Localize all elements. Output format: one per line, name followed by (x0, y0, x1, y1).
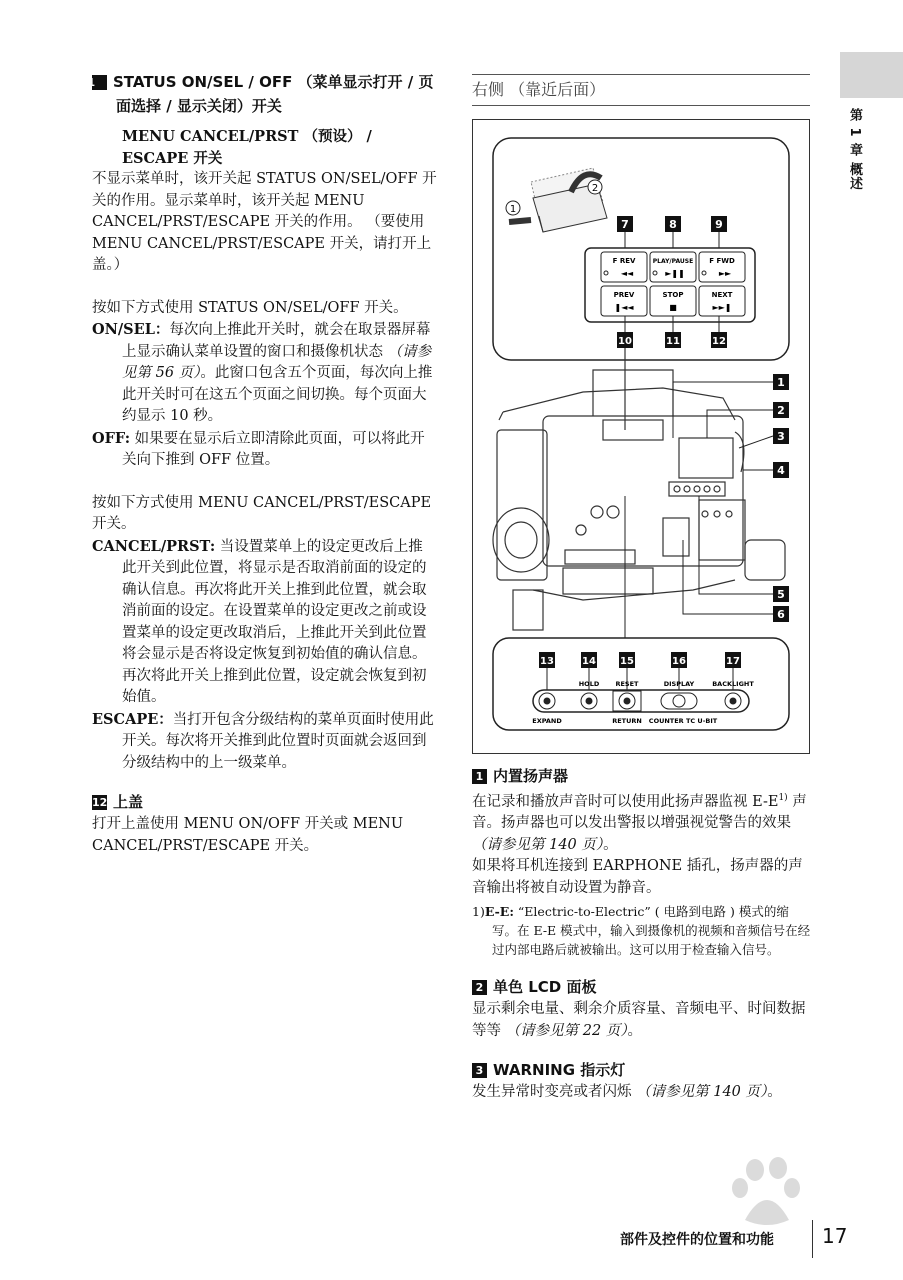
cancel-term: CANCEL/PRST: (92, 537, 216, 555)
onsel-text-b: 。此窗口包含五个页面，每次向上推此开关时可在这五个页面之间切换。每个页面大约显示 10 秒。 (122, 365, 433, 424)
svg-text:5: 5 (777, 588, 785, 601)
section-1-heading (472, 764, 812, 788)
camera-diagram (473, 120, 811, 755)
section-3-desc-b: 。 (767, 1084, 782, 1101)
svg-text:2: 2 (777, 404, 785, 417)
svg-text:8: 8 (669, 218, 677, 231)
callout-1 (673, 374, 789, 438)
svg-text:12: 12 (712, 336, 726, 347)
svg-text:F FWD: F FWD (709, 257, 735, 265)
section-1-desc-b: 声音。扬声器也可以发出警报以增强视觉警告的效果 (472, 793, 807, 832)
section-11-heading (79, 70, 437, 118)
footnote-term: E-E: (484, 904, 514, 920)
svg-text:10: 10 (618, 336, 632, 347)
svg-text:4: 4 (777, 464, 785, 477)
step-2-label: 2 (591, 183, 599, 194)
chapter-label: 第 1 章 概述 (847, 108, 862, 191)
callout-4 (743, 462, 789, 478)
cancel-text-a: 当设置菜单上的设定更改后上推此开关到此位置，将显示是否取消前面的设定的确认信息。再次将此开关上推到此位置，就会取消前面的设定。在设置菜单的设定更改之前或设置菜单的设定更改取消后，上推此开关到此位置将会显示是否将设定恢复到初始值的确认信息。 (122, 538, 427, 662)
off-entry (92, 428, 437, 472)
section-12-title: 上盖 (113, 793, 144, 811)
button-prev (601, 286, 647, 316)
section-3-title: WARNING 指示灯 (493, 1061, 626, 1080)
section-3-page-ref: （请参见第 140 页） (636, 1084, 768, 1101)
counter-tc-ubit-label: COUNTER TC U-BIT (648, 717, 718, 725)
section-1-desc (472, 788, 812, 856)
button-stop (650, 286, 696, 316)
footnote-text: “Electric-to-Electric” ( 电路到电路 ) 模式的缩写。在 E-E 模式中，输入到摄像机的视频和音频信号在经过内部电路后就被输出。这可以用于检查输入信号。 (492, 904, 811, 958)
callout-5 (699, 496, 789, 602)
svg-text:14: 14 (582, 656, 596, 667)
section-1-title: 内置扬声器 (493, 767, 569, 785)
left-column (79, 70, 437, 857)
svg-text:F REV: F REV (612, 257, 636, 265)
footnote-ref: 1) (778, 793, 788, 803)
display-label: DISPLAY (663, 680, 695, 688)
reset-return-switch (613, 691, 641, 711)
svg-text:❚◄◄: ❚◄◄ (614, 303, 634, 312)
section-2-desc-b: 。 (627, 1022, 643, 1039)
section-12-heading (92, 790, 437, 814)
chapter-tab-marker (840, 52, 903, 98)
camera-right-side-figure (472, 119, 810, 754)
section-1-desc2: 如果将耳机连接到 EARPHONE 插孔，扬声器的声音输出将被自动设置为静音。 (472, 858, 803, 896)
reset-label: RESET (615, 680, 639, 688)
svg-text:13: 13 (540, 656, 554, 667)
svg-text:■: ■ (669, 303, 677, 312)
section-2-title: 单色 LCD 面板 (493, 978, 597, 997)
hold-switch (581, 693, 597, 709)
cancel-text-b: 再次将此开关上推到此位置，设定就会恢复到初始值。 (122, 667, 427, 705)
onsel-term: ON/SEL： (92, 321, 170, 338)
footer-divider (812, 1220, 813, 1258)
watermark-logo (640, 1150, 870, 1230)
section-number-badge: 1 (472, 769, 487, 784)
escape-term: ESCAPE： (92, 710, 173, 728)
hold-label: HOLD (578, 680, 600, 688)
section-11-subtitle: MENU CANCEL/PRST （预设） / ESCAPE 开关 (122, 128, 372, 167)
right-column-text (472, 764, 812, 1104)
section-2-desc-a: 显示剩余电量、剩余介质容量、音频电平、时间数据等等 (472, 1001, 806, 1039)
right-side-section-title: 右侧 （靠近后面） (472, 74, 810, 106)
svg-text:11: 11 (666, 336, 680, 347)
svg-text:►►: ►► (718, 269, 732, 278)
camera-body-illustration (493, 348, 785, 630)
footnote-number: 1) (472, 904, 485, 920)
svg-text:PREV: PREV (613, 291, 635, 299)
svg-text:3: 3 (777, 430, 785, 443)
section-11-desc: 不显示菜单时，该开关起 STATUS ON/SEL/OFF 开关的作用。显示菜单时，该开关起 MENU CANCEL/PRST/ESCAPE 开关的作用。 （要使用 MENU CANCEL/PRST/ESCAPE 开关，请打开上盖。） (92, 171, 437, 273)
footer-section-name: 部件及控件的位置和功能 (620, 1232, 774, 1248)
section-1-page-ref: （请参见第 140 页） (472, 836, 604, 853)
section-1-desc-a: 在记录和播放声音时可以使用此扬声器监视 E-E (472, 793, 779, 810)
onsel-page-ref: （请参见第 56 页） (122, 343, 432, 381)
section-3-desc-a: 发生异常时变亮或者闪烁 (472, 1084, 637, 1101)
svg-text:6: 6 (777, 608, 785, 621)
section-1-desc-c: 。 (603, 836, 618, 853)
svg-text:►❚❚: ►❚❚ (665, 269, 685, 278)
button-f-fwd (699, 252, 745, 282)
svg-text:17: 17 (726, 656, 740, 667)
onsel-text-a: 每次向上推此开关时，就会在取景器屏幕上显示确认菜单设置的窗口和摄像机状态 (122, 322, 431, 360)
section-number-badge: 11 (92, 75, 107, 90)
button-f-rev (601, 252, 647, 282)
svg-text:►►❚: ►►❚ (712, 303, 732, 312)
off-term: OFF: (92, 429, 131, 447)
backlight-label: BACKLIGHT (712, 680, 754, 688)
expand-label: EXPAND (532, 717, 562, 725)
section-11-p2: 按如下方式使用 STATUS ON/SEL/OFF 开关。 (92, 299, 408, 316)
escape-text: 当打开包含分级结构的菜单页面时使用此开关。每次将开关推到此位置时页面就会返回到分级结构中的上一级菜单。 (122, 711, 434, 771)
section-2-desc (472, 999, 812, 1042)
section-number-badge: 2 (472, 980, 487, 995)
section-11-p3: 按如下方式使用 MENU CANCEL/PRST/ESCAPE 开关。 (92, 494, 432, 532)
escape-entry (92, 709, 437, 775)
section-number-badge: 12 (92, 796, 108, 809)
button-play-pause (650, 252, 696, 282)
svg-text:16: 16 (672, 656, 686, 667)
svg-text:1: 1 (777, 376, 785, 389)
svg-text:STOP: STOP (662, 291, 684, 299)
off-text: 如果要在显示后立即清除此页面，可以将此开关向下推到 OFF 位置。 (122, 430, 425, 468)
section-number-badge: 3 (472, 1063, 487, 1078)
svg-text:15: 15 (620, 656, 634, 667)
svg-text:◄◄: ◄◄ (620, 269, 634, 278)
step-1-label: 1 (509, 204, 517, 215)
footnote (472, 902, 812, 959)
cancel-entry (92, 536, 437, 666)
section-11-title: STATUS ON/SEL / OFF （菜单显示打开 / 页面选择 / 显示关闭）开关 (113, 73, 434, 115)
onsel-entry (92, 319, 437, 428)
svg-text:NEXT: NEXT (711, 291, 733, 299)
section-2-heading (472, 975, 812, 999)
svg-text:9: 9 (715, 218, 723, 231)
svg-text:PLAY/PAUSE: PLAY/PAUSE (652, 258, 694, 265)
display-switch (661, 693, 697, 709)
expand-button (539, 693, 555, 709)
section-2-page-ref: （请参见第 22 页） (505, 1022, 628, 1039)
page-number: 17 (822, 1224, 848, 1248)
section-3-desc (472, 1082, 812, 1104)
return-label: RETURN (612, 717, 642, 725)
callout-3 (739, 428, 789, 448)
button-next (699, 286, 745, 316)
section-12-desc: 打开上盖使用 MENU ON/OFF 开关或 MENU CANCEL/PRST/ESCAPE 开关。 (92, 816, 404, 854)
svg-text:7: 7 (621, 218, 629, 231)
section-3-heading (472, 1058, 812, 1082)
backlight-button (725, 693, 741, 709)
